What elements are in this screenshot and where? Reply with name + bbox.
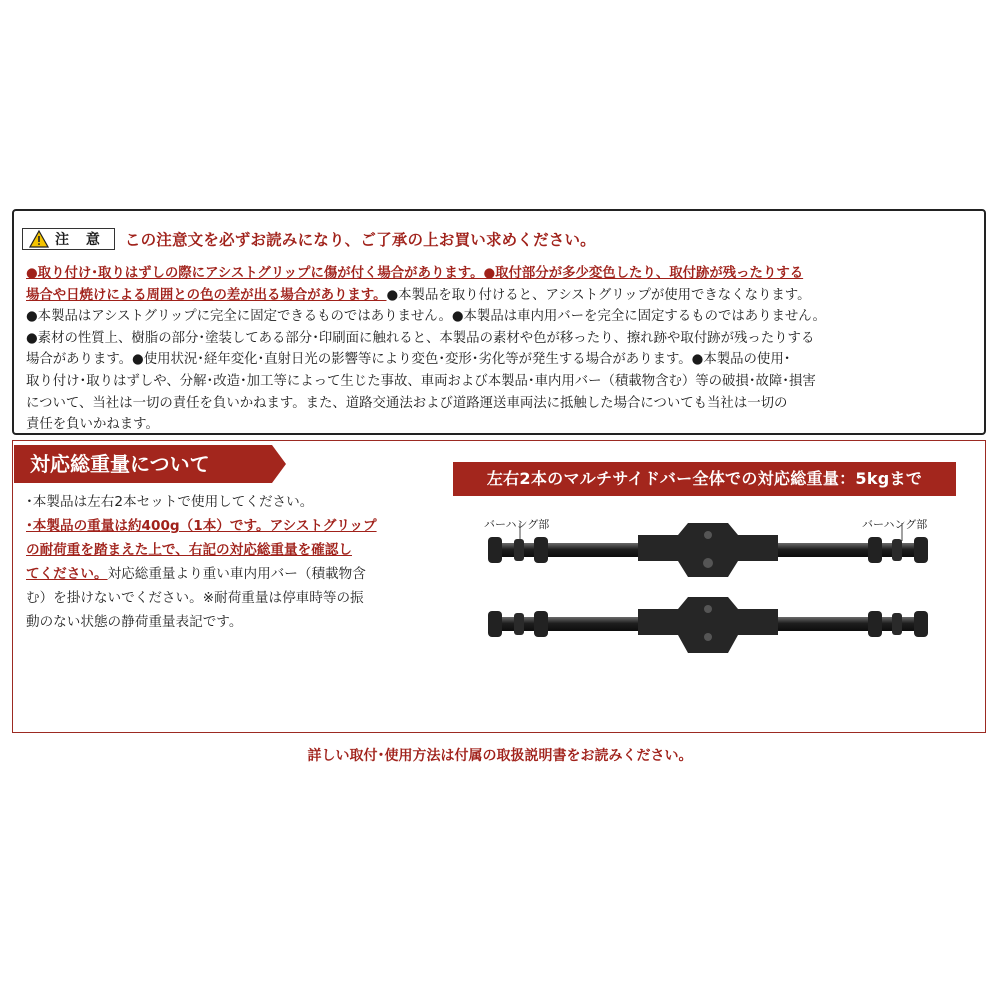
caution-line: 責任を負いかねます。 [26, 417, 159, 433]
caution-headline: この注意文を必ずお読みになり、ご了承の上お買い求めください。 [124, 231, 596, 249]
caution-line: ●取り付け･取りはずしの際にアシストグリップに傷が付く場合があります。●取付部分が多少変色したり、取付跡が残ったりする [26, 266, 804, 281]
weight-description [26, 490, 436, 634]
side-bar-illustration [478, 505, 938, 665]
caution-badge [22, 228, 115, 250]
bar-hang-label-right: バーハング部 [862, 518, 928, 531]
caution-line: 取り付け･取りはずしや、分解･改造･加工等によって生じた事故、車両および本製品･車内用バー（積載物含む）等の破損･故障･損害 [26, 373, 816, 389]
capacity-banner: 左右2本のマルチサイドバー全体での対応総重量：5kgまで [453, 462, 956, 496]
weight-line: 動のない状態の静荷重量表記です。 [26, 614, 243, 630]
side-bar-top [488, 523, 928, 577]
caution-line: 場合や日焼けによる周囲との色の差が出る場合があります。●本製品を取り付けると、アシストグリップが使用できなくなります。 [26, 287, 811, 303]
caution-body [26, 263, 976, 436]
weight-line: ･本製品は左右2本セットで使用してください。 [26, 494, 314, 510]
side-bar-bottom [488, 597, 928, 653]
weight-line: む）を掛けないでください。※耐荷重量は停車時等の振 [26, 590, 364, 606]
warning-icon [29, 230, 49, 248]
weight-line: の耐荷重を踏まえた上で、右記の対応総重量を確認し [26, 542, 352, 558]
instruction-footer: 詳しい取付･使用方法は付属の取扱説明書をお読みください。 [307, 748, 693, 764]
weight-line: てください。対応総重量より重い車内用バー（積載物含 [26, 566, 366, 582]
caution-badge-label: 注 意 [55, 232, 106, 248]
caution-line: ●本製品はアシストグリップに完全に固定できるものではありません。●本製品は車内用バーを完全に固定するものではありません。 [26, 309, 826, 325]
bar-hang-label-left: バーハング部 [484, 518, 550, 531]
caution-header [22, 228, 596, 250]
caution-line: 場合があります。●使用状況･経年変化･直射日光の影響等により変色･変形･劣化等が発生する場合があります。●本製品の使用･ [26, 352, 791, 368]
caution-line: について、当社は一切の責任を負いかねます。また、道路交通法および道路運送車両法に抵触した場合についても当社は一切の [26, 395, 788, 411]
weight-title: 対応総重量について [14, 445, 272, 483]
caution-line: ●素材の性質上、樹脂の部分･塗装してある部分･印刷面に触れると、本製品の素材や色が移ったり、擦れ跡や取付跡が残ったりする [26, 330, 815, 346]
weight-line: ･本製品の重量は約400g（1本）です。アシストグリップ [26, 518, 377, 534]
